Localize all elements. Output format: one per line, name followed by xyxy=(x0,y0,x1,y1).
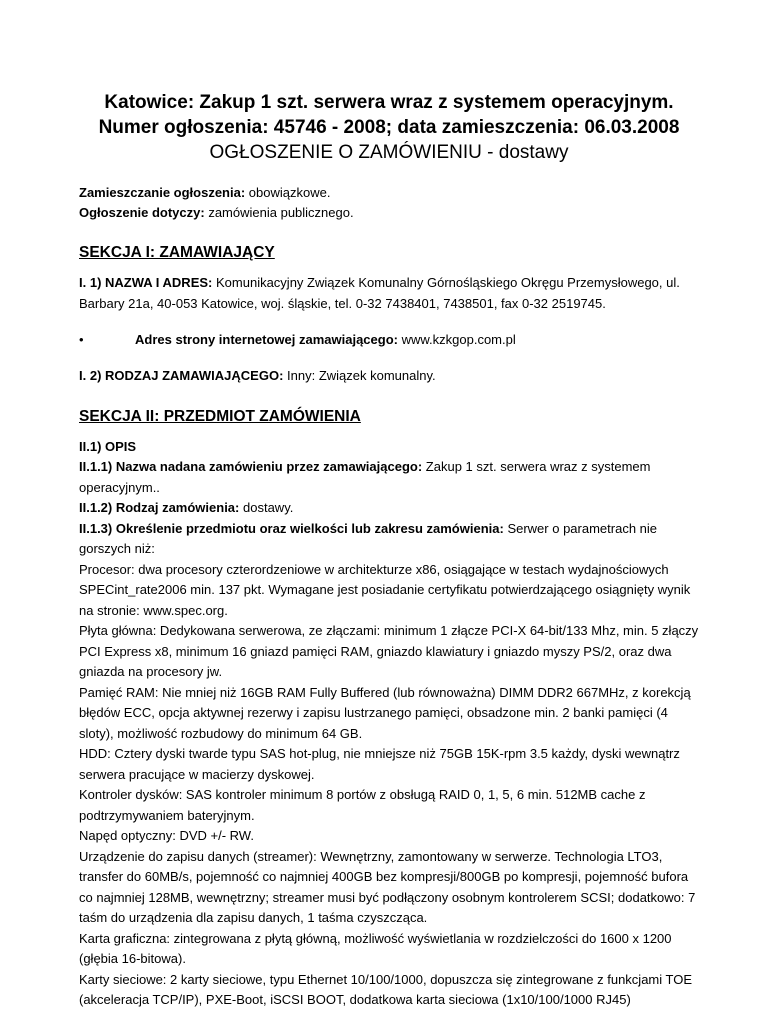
spec-list xyxy=(79,560,699,1011)
website-bullet xyxy=(79,330,699,350)
opis-heading xyxy=(79,437,699,458)
website-label: Adres strony internetowej zamawiającego: xyxy=(135,332,398,347)
order-name xyxy=(79,457,699,498)
spec-item: Karta graficzna: zintegrowana z płytą główną, możliwość wyświetlania w rozdzielczości do 1600 x 1200 (głębia 16-bitowa). xyxy=(79,930,672,966)
spec-item: Płyta główna: Dedykowana serwerowa, ze złączami: minimum 1 złącze PCI-X 64-bit/133 Mhz, min. 5 złączy PCI Express x8, minimum 16 gniazd pamięci RAM, gniazdo klawiatury i gniazdo myszy PS/2, oraz dwa gniazda na procesory jw. xyxy=(79,623,699,679)
placement-value: obowiązkowe. xyxy=(248,185,331,200)
opis-label: II.1) OPIS xyxy=(79,438,137,454)
order-scope xyxy=(79,519,699,560)
spec-item: Urządzenie do zapisu danych (streamer): Wewnętrzny, zamontowany w serwerze. Technologia LTO3, transfer do 60MB/s, pojemność co najmniej 400GB bez kompresji/800GB po kompresji, pojemność bufora co najmniej 128MB, wewnętrzny; streamer musi być podłączony osobnym kontrolerem SCSI; dodatkowo: 7 taśm do urządzenia dla zapisu danych, 1 taśma czyszcząca. xyxy=(79,848,696,925)
placement-row xyxy=(79,183,699,203)
document-subtitle: OGŁOSZENIE O ZAMÓWIENIU - dostawy xyxy=(209,142,569,163)
spec-item: Pamięć RAM: Nie mniej niż 16GB RAM Fully Buffered (lub równoważna) DIMM DDR2 667MHz, z korekcją błędów ECC, opcja aktywnej rezerwy i zapisu lustrzanego pamięci, obsadzone min. 2 banki pamięci (4 sloty), możliwość rozbudowy do minimum 64 GB. xyxy=(79,684,691,741)
order-scope-label: II.1.3) Określenie przedmiotu oraz wielkości lub zakresu zamówienia: xyxy=(79,520,504,536)
authority-type-value: Inny: Związek komunalny. xyxy=(287,368,436,383)
name-address-value: Komunikacyjny Związek Komunalny Górnośląskiego Okręgu Przemysłowego, ul. Barbary 21a, 40-053 Katowice, woj. śląskie, tel. 0-32 7438401, 7438501, fax 0-32 2519745. xyxy=(79,275,680,311)
contracting-authority-name xyxy=(79,273,699,314)
section1-heading: SEKCJA I: ZAMAWIAJĄCY xyxy=(79,244,275,261)
order-kind xyxy=(79,498,699,519)
authority-type-label: I. 2) RODZAJ ZAMAWIAJĄCEGO: xyxy=(79,368,284,383)
concerns-value: zamówienia publicznego. xyxy=(208,205,354,220)
document-title-line2: Numer ogłoszenia: 45746 - 2008; data zamieszczenia: 06.03.2008 xyxy=(98,117,680,138)
website-link[interactable]: www.kzkgop.com.pl xyxy=(401,332,516,347)
name-address-label: I. 1) NAZWA I ADRES: xyxy=(79,275,213,290)
order-scope-value: Serwer o parametrach nie gorszych niż: xyxy=(79,520,658,556)
spec-item: Procesor: dwa procesory czterordzeniowe w architekturze x86, osiągające w testach wydajnościowych SPECint_rate2006 min. 137 pkt. Wymagane jest posiadanie certyfikatu potwierdzającego osiągnięty wynik na stronie: www.spec.org. xyxy=(79,561,691,618)
order-name-value: Zakup 1 szt. serwera wraz z systemem operacyjnym.. xyxy=(79,459,651,495)
concerns-row xyxy=(79,203,699,223)
website-row xyxy=(135,330,516,350)
authority-type xyxy=(79,366,699,387)
spec-item: HDD: Cztery dyski twarde typu SAS hot-plug, nie mniejsze niż 75GB 15K-rpm 3.5 każdy, dyski wewnątrz serwera pracujące w macierzy dyskowej. xyxy=(79,746,680,782)
section2-heading: SEKCJA II: PRZEDMIOT ZAMÓWIENIA xyxy=(79,407,361,425)
spec-item: Kontroler dysków: SAS kontroler minimum 8 portów z obsługą RAID 0, 1, 5, 6 min. 512MB cache z podtrzymywaniem bateryjnym. xyxy=(79,787,646,823)
notice-meta xyxy=(79,183,699,223)
bullet-marker: • xyxy=(79,332,84,347)
spec-item: Karty sieciowe: 2 karty sieciowe, typu Ethernet 10/100/1000, dopuszcza się zintegrowane z funkcjami TOE (akceleracja TCP/IP), PXE-Boot, iSCSI BOOT, dodatkowa karta sieciowa (1x10/100/1000 RJ45) xyxy=(79,971,693,1007)
document-page xyxy=(79,90,699,1011)
order-kind-label: II.1.2) Rodzaj zamówienia: xyxy=(79,500,240,515)
spec-item: Napęd optyczny: DVD +/- RW. xyxy=(79,828,254,843)
concerns-label: Ogłoszenie dotyczy: xyxy=(79,205,205,220)
placement-label: Zamieszczanie ogłoszenia: xyxy=(79,185,246,200)
document-title-line1: Katowice: Zakup 1 szt. serwera wraz z systemem operacyjnym. xyxy=(104,92,674,113)
order-name-label: II.1.1) Nazwa nadana zamówieniu przez zamawiającego: xyxy=(79,459,423,474)
order-kind-value: dostawy. xyxy=(243,500,294,515)
